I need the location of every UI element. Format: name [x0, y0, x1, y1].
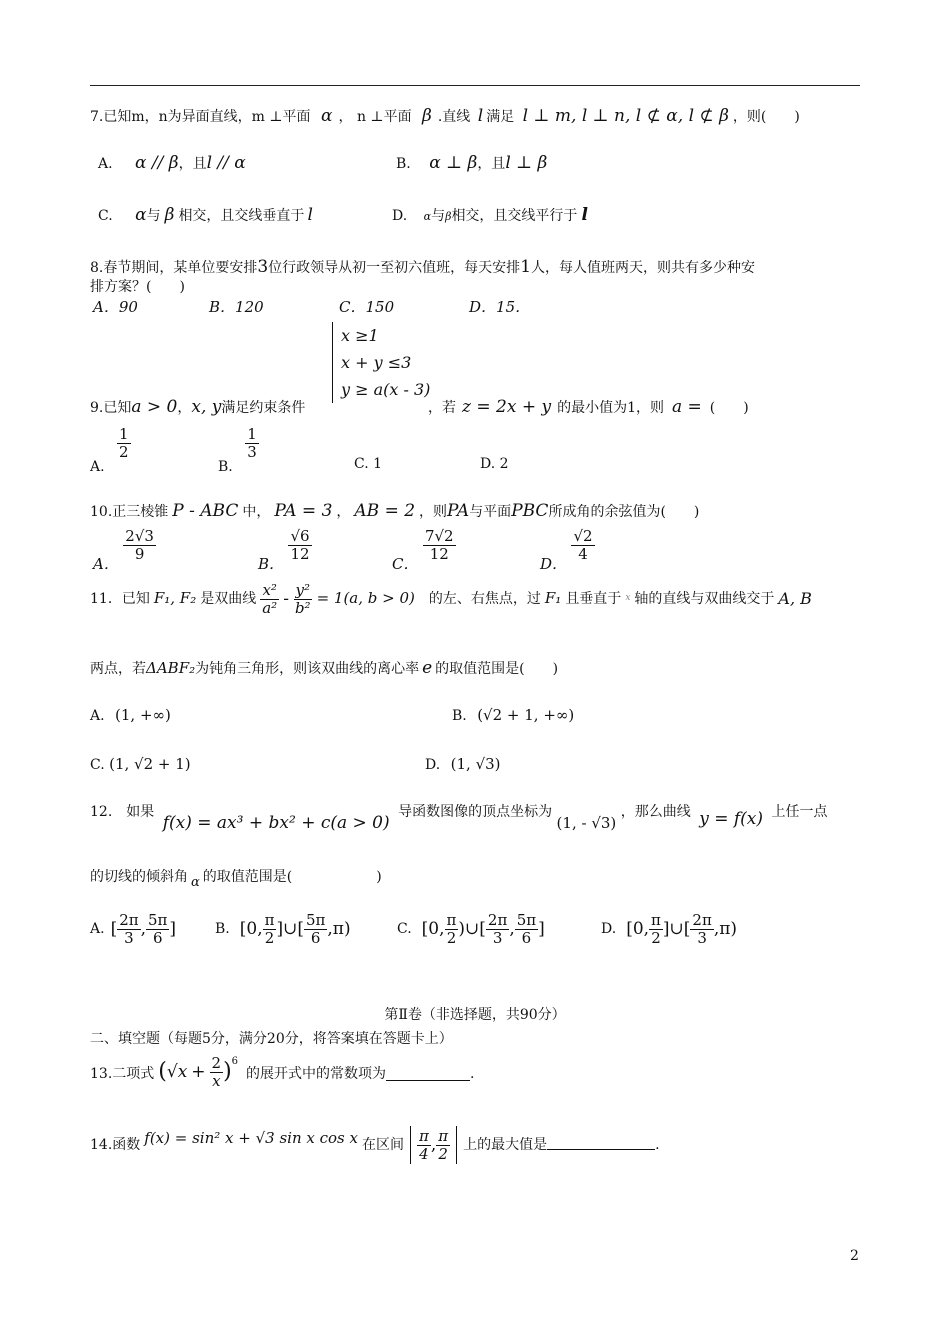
fraction-numerator: π — [651, 911, 661, 929]
q9-math: z = 2x + y — [462, 397, 552, 417]
q10-stem — [90, 500, 699, 522]
q10-text: 与平面 — [469, 504, 512, 520]
option-label: D. — [425, 757, 441, 773]
q11-option-b — [452, 706, 574, 726]
q8-text: 8.春节期间，某单位要安排 — [90, 260, 258, 276]
q11-math: ΔABF₂ — [146, 659, 196, 677]
fraction-numerator: π — [446, 911, 457, 929]
q7-text: ，且 — [178, 156, 207, 172]
q9-constraint: x ≥1 — [341, 326, 379, 345]
fraction-denominator: b² — [294, 598, 311, 617]
q9-math: x, y — [191, 397, 222, 417]
q11-text: 为钝角三角形，则该双曲线的离心率 — [195, 661, 420, 677]
q8-option-b: B．120 — [209, 298, 264, 316]
fraction-numerator: 5π — [305, 911, 326, 929]
q10-text: 10.正三棱锥 — [90, 504, 169, 520]
fraction-numerator: π — [438, 1127, 449, 1145]
q7-math: α // β — [135, 153, 179, 173]
fraction-denominator: 9 — [134, 544, 145, 563]
option-label: A． — [93, 555, 119, 573]
option-label: D. — [392, 208, 408, 224]
option-label: B. — [396, 156, 411, 172]
q12-text: 上任一点 — [771, 804, 828, 820]
q9-stem-tail — [428, 396, 749, 418]
fraction-numerator: 2π — [119, 911, 139, 929]
fraction-denominator: 3 — [124, 928, 134, 947]
fraction-numerator: y² — [295, 581, 310, 599]
q13-binomial: ( √x + $\frac{2}{x}$ ) $^6$ — [158, 1054, 239, 1090]
q10-option-c — [392, 528, 456, 575]
fraction-numerator: 5π — [148, 911, 168, 929]
q7-text: 相交，且交线平行于 — [451, 208, 578, 224]
q13-stem — [90, 1055, 475, 1089]
section-title: 第Ⅱ卷（非选择题，共90分） — [384, 1007, 566, 1023]
q10-option-a — [93, 528, 156, 575]
q14-text: . — [655, 1136, 660, 1153]
q10-option-d — [540, 528, 595, 575]
fraction-denominator: a² — [262, 598, 278, 617]
q9-option-c: C. 1 — [354, 456, 383, 472]
q11-text: 且垂直于 — [565, 590, 622, 607]
q14-answer-blank[interactable] — [547, 1149, 655, 1150]
fraction-denominator: 4 — [419, 1144, 429, 1163]
q10-text: 中， — [242, 504, 271, 520]
q7-math: l // α — [206, 153, 246, 173]
q12-math: (1, - √3) — [556, 814, 617, 832]
fraction-denominator: 12 — [290, 544, 310, 563]
q14-text: 14.函数 — [90, 1136, 141, 1153]
q8-stem-line2: 排方案？( ) — [90, 279, 185, 295]
q13-text: . — [470, 1065, 475, 1082]
q12-text: 导函数图像的顶点坐标为 — [398, 804, 553, 820]
q11-stem-line2 — [90, 657, 558, 679]
q7-option-b — [396, 152, 547, 174]
q11-math: (√2 + 1, +∞) — [477, 706, 575, 724]
q7-text: n ⊥平面 — [356, 109, 412, 125]
q14-stem — [90, 1126, 660, 1164]
fraction-numerator: π — [264, 911, 275, 929]
q7-option-d: D. α与β相交，且交线平行于 l — [392, 205, 588, 225]
q11-math: (1, +∞) — [115, 706, 171, 724]
q14-text: 上的最大值是 — [463, 1136, 548, 1153]
q11-option-d — [425, 755, 501, 775]
fraction-numerator: 2 — [211, 1054, 222, 1072]
q11-text: 的左、右焦点，过 — [428, 590, 541, 607]
q7-stem: 7.已知m，n为异面直线，m ⊥平面 α ， n ⊥平面 β .直线 l 满足 l ⊥ m, l ⊥ n, l ⊄ α, l ⊄ β ，则( ) — [90, 106, 800, 126]
q10-math: PA — [447, 501, 470, 521]
q11-text: 两点，若 — [90, 661, 146, 677]
q10-math: P - ABC — [172, 501, 239, 521]
q8-text: 人，每人值班两天，则共有多少种安 — [531, 260, 756, 276]
fraction-denominator: 3 — [247, 442, 257, 461]
fraction-numerator: 5π — [516, 911, 537, 929]
q12-text: 12. 如果 — [90, 804, 155, 820]
fraction-denominator: 3 — [492, 928, 503, 947]
fraction-numerator: 2√3 — [125, 527, 154, 545]
q11-text: 轴的直线与双曲线交于 — [634, 590, 775, 607]
q14-math: f(x) = sin² x + √3 sin x cos x — [144, 1129, 358, 1148]
fraction-numerator: π — [418, 1127, 429, 1145]
fraction-denominator: 2 — [651, 928, 661, 947]
q14-text: 在区间 — [361, 1136, 404, 1153]
q13-answer-blank[interactable] — [386, 1080, 470, 1081]
option-label: B. — [218, 459, 233, 475]
q7-math: α ⊥ β — [429, 153, 478, 173]
q7-text: 7.已知m，n为异面直线，m ⊥平面 — [90, 109, 311, 125]
q7-text: ，且 — [477, 156, 506, 172]
q10-text: ， — [336, 504, 351, 520]
q11-math: F₁ — [544, 589, 562, 608]
q7-text: ， — [338, 109, 353, 125]
q9-text: 的最小值为1，则 — [557, 400, 664, 416]
option-label: B. — [452, 708, 467, 724]
q10-math: AB = 2 — [354, 501, 416, 521]
q12-math: f(x) = ax³ + bx² + c(a > 0) — [162, 813, 390, 833]
fraction-numerator: 2π — [487, 911, 508, 929]
fraction-numerator: x² — [262, 581, 277, 599]
option-label: C. — [397, 920, 412, 937]
page-number: 2 — [850, 1248, 859, 1264]
q11-math: = 1(a, b > 0) — [316, 589, 415, 608]
q10-math: PBC — [511, 501, 549, 521]
q11-math: e — [422, 658, 433, 678]
q10-option-b — [258, 528, 312, 575]
q9-math: a > 0 — [131, 397, 178, 417]
q8-number: 3 — [257, 257, 269, 277]
q7-option-a — [98, 152, 246, 174]
fraction-denominator: 2 — [264, 928, 275, 947]
q11-math: (1, √3) — [450, 755, 501, 773]
fraction-denominator: 6 — [521, 928, 532, 947]
fraction-denominator: 6 — [152, 928, 163, 947]
q9-text: 9.已知 — [90, 400, 132, 416]
fraction-numerator: 1 — [247, 425, 257, 443]
option-label: A. — [90, 708, 105, 724]
fraction-denominator: 6 — [310, 928, 321, 947]
q11-math: A, B — [778, 588, 812, 608]
q8-option-d: D．15． — [469, 298, 531, 316]
q11-math: (1, √2 + 1) — [109, 755, 191, 773]
q11-stem — [90, 582, 812, 616]
fraction-numerator: 7√2 — [424, 527, 454, 545]
option-label: B. — [215, 920, 230, 937]
fraction-denominator: 4 — [578, 544, 588, 563]
q14-interval: $\frac{\pi}{4}$ , $\frac{\pi}{2}$ — [410, 1126, 457, 1164]
q9-text: ， — [177, 400, 192, 416]
q9-text: ，若 — [428, 400, 456, 416]
q9-constraint: y ≥ a(x - 3) — [341, 380, 431, 399]
q8-text: 位行政领导从初一至初六值班，每天安排 — [268, 260, 521, 276]
option-label: B． — [258, 555, 285, 573]
q9-math: a = — [672, 397, 702, 417]
q11-text: 的取值范围是( ) — [435, 661, 559, 677]
q9-constraint: x + y ≤3 — [341, 353, 412, 372]
option-label: C. — [98, 208, 113, 224]
option-label: D． — [540, 555, 568, 573]
fraction-numerator: 1 — [119, 425, 129, 443]
q9-text: ( ) — [709, 400, 749, 416]
q13-exponent: 6 — [231, 1056, 239, 1067]
q12-option-c: C. [0, $\frac{\pi}{2}$ )∪[ $\frac{2\pi}{3}$ , $\frac{5\pi}{6}$ ] — [397, 911, 545, 947]
q9-option-d: D. 2 — [480, 456, 509, 472]
option-label: A. — [90, 920, 105, 937]
q12-math: α — [191, 875, 200, 890]
q8-option-c: C．150 — [339, 298, 395, 316]
q11-option-c — [90, 755, 191, 775]
q12-stem — [90, 800, 828, 833]
q11-text: 是双曲线 — [200, 590, 257, 607]
q12-text: ，那么曲线 — [620, 804, 691, 820]
fraction-numerator: √6 — [290, 527, 310, 545]
q7-condition: l ⊥ m, l ⊥ n, l ⊄ α, l ⊄ β — [522, 106, 729, 126]
q11-math: F₁, F₂ — [153, 589, 197, 608]
q7-math: l ⊥ β — [505, 153, 548, 173]
q12-text: 的取值范围是( ) — [202, 869, 382, 885]
fraction-denominator: 12 — [429, 544, 449, 563]
q7-text: 与 — [146, 208, 161, 224]
q12-option-a: A. [ $\frac{2\pi}{3}$ , $\frac{5\pi}{6}$ ] — [90, 911, 177, 947]
q10-text: ，则 — [419, 504, 448, 520]
option-label: A. — [98, 156, 113, 172]
q9-constraint-system — [332, 322, 430, 403]
q7-text: ，则( ) — [732, 109, 800, 125]
q13-text: 的展开式中的常数项为 — [246, 1065, 387, 1082]
fraction-numerator: √2 — [573, 527, 593, 545]
q9-stem — [90, 396, 305, 418]
q13-math: √x — [166, 1061, 188, 1082]
option-label: C． — [392, 555, 419, 573]
fraction-denominator: 2 — [119, 442, 129, 461]
q11-math: - — [283, 588, 289, 609]
option-label: C. — [90, 757, 105, 773]
q9-option-a — [90, 426, 131, 476]
q7-text: 与 — [431, 208, 446, 224]
fraction-numerator: 2π — [692, 911, 712, 929]
fill-in-heading: 二、填空题（每题5分，满分20分，将答案填在答题卡上） — [90, 1031, 453, 1047]
q10-math: PA = 3 — [274, 501, 333, 521]
option-label: A. — [90, 459, 105, 475]
q9-text: 满足约束条件 — [221, 400, 306, 416]
fraction-denominator: 3 — [697, 928, 707, 947]
q13-text: 13.二项式 — [90, 1065, 155, 1082]
option-label: D. — [601, 920, 617, 937]
q12-math: y = f(x) — [699, 809, 763, 829]
header-rule — [90, 85, 860, 86]
q8-stem — [90, 256, 755, 278]
q12-option-b: B. [0, $\frac{\pi}{2}$ ]∪[ $\frac{5\pi}{6}$ ,π) — [215, 911, 351, 947]
q7-text: .直线 — [437, 109, 471, 125]
q12-option-d: D. [0, $\frac{\pi}{2}$ ]∪[ $\frac{2\pi}{3}$ ,π) — [601, 911, 738, 947]
fraction-denominator: 2 — [446, 928, 457, 947]
q13-math: + — [191, 1061, 206, 1082]
q11-math: x — [625, 593, 631, 604]
q10-text: 所成角的余弦值为( ) — [548, 504, 700, 520]
q7-text: 相交，且交线垂直于 — [178, 208, 305, 224]
q7-option-c: C. α与 β 相交，且交线垂直于 l — [98, 205, 313, 225]
q8-option-a: A．90 — [93, 298, 138, 316]
q11-text: 11．已知 — [90, 590, 150, 607]
q11-option-a — [90, 706, 171, 726]
q7-text: 满足 — [486, 109, 515, 125]
q8-number: 1 — [520, 257, 532, 277]
fraction-denominator: 2 — [438, 1144, 448, 1163]
q12-text: 的切线的倾斜角 — [90, 869, 188, 885]
fraction-denominator: x — [212, 1071, 221, 1090]
q9-option-b — [218, 426, 259, 476]
q12-stem-line2 — [90, 868, 382, 890]
